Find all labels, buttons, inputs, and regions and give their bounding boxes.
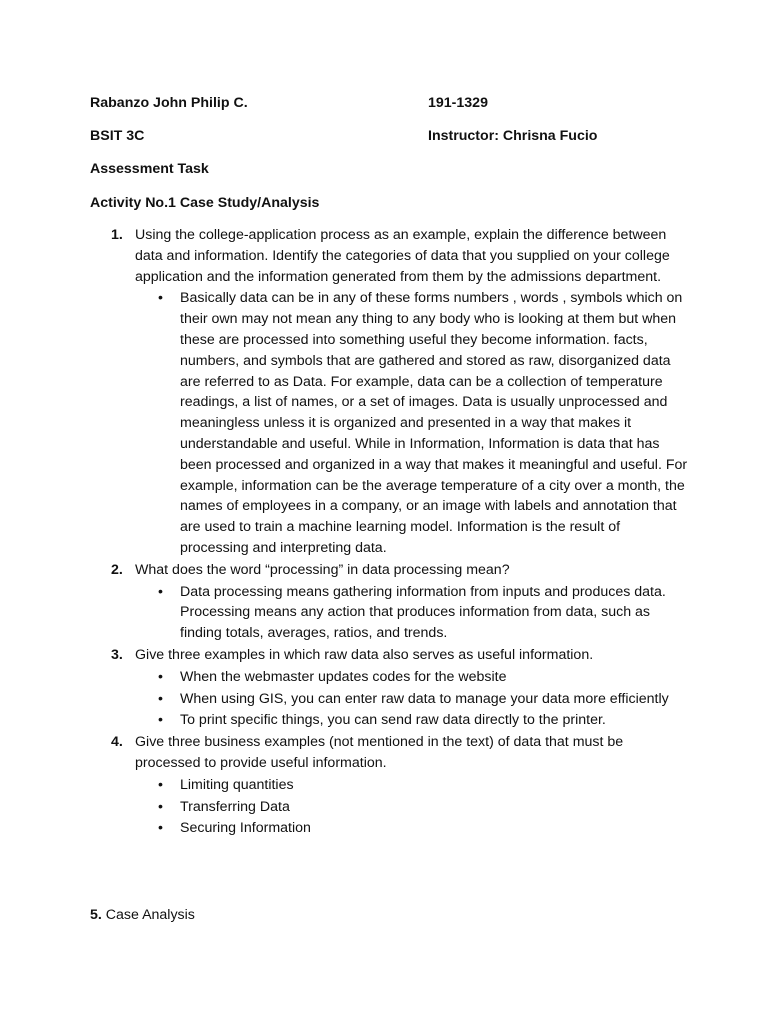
answer-list (90, 775, 690, 839)
student-name: Rabanzo John Philip C. (90, 95, 248, 111)
answer-item: • To print specific things, you can send raw data directly to the printer. (180, 710, 690, 731)
question-list (90, 225, 690, 840)
bullet-icon: • (158, 798, 163, 815)
case-label: Case Analysis (101, 907, 195, 923)
assessment-task-heading: Assessment Task (90, 161, 209, 177)
bullet-icon: • (158, 820, 163, 837)
question-text: Using the college-application process as an example, explain the difference between data and information. Identify the categories of data that you supplied on your college application and the information generated from them by the admissions department. (135, 227, 670, 285)
answer-item: • When the webmaster updates codes for the website (180, 667, 690, 688)
question-number: 1. (111, 227, 123, 243)
section-label: BSIT 3C (90, 128, 145, 144)
answer-item: • Transferring Data (180, 797, 690, 818)
answer-item: • Securing Information (180, 818, 690, 839)
case-analysis-heading (90, 905, 195, 925)
question-text: What does the word “processing” in data processing mean? (135, 561, 510, 578)
question-item (90, 645, 690, 666)
bullet-icon: • (158, 712, 163, 729)
question-number: 3. (111, 646, 123, 663)
activity-heading: Activity No.1 Case Study/Analysis (90, 195, 320, 211)
question-text: Give three business examples (not mentioned in the text) of data that must be processed to provide useful information. (135, 734, 624, 771)
bullet-icon: • (158, 583, 163, 600)
answer-list (90, 288, 690, 558)
instructor-label: Instructor: Chrisna Fucio (428, 128, 598, 144)
question-number: 4. (111, 734, 123, 751)
answer-item: • Basically data can be in any of these forms numbers , words , symbols which on their own may not mean any thing to any body who is looking at them but when these are processed into something useful they become information. facts, numbers, and symbols that are gathered and stored as raw, disorganized data are referred to as Data. For example, data can be a collection of temperature readings, a list of names, or a set of images. Data is usually unprocessed and meaningless unless it is organized and presented in a way that makes it understandable and useful. While in Information, Information is data that has been processed and organized in a way that makes it meaningful and useful. For example, information can be the average temperature of a city over a month, the names of employees in a company, or an image with labels and annotation that are used to train a machine learning model. Information is the result of processing and interpreting data. (158, 290, 688, 556)
answer-list (90, 582, 690, 644)
bullet-icon: • (158, 668, 163, 685)
bullet-icon: • (158, 690, 163, 707)
answer-item: • Limiting quantities (180, 775, 690, 796)
answer-item: • Data processing means gathering information from inputs and produces data. Processing means any action that produces information from data, such as finding totals, averages, ratios, and trends. (158, 583, 666, 642)
question-item (90, 560, 690, 581)
case-number: 5. (90, 907, 102, 923)
answer-item: • When using GIS, you can enter raw data to manage your data more efficiently (180, 689, 690, 710)
bullet-icon: • (158, 290, 163, 307)
question-item (90, 225, 690, 287)
question-number: 2. (111, 561, 123, 578)
answer-list (90, 667, 690, 731)
bullet-icon: • (158, 776, 163, 793)
question-item (90, 732, 690, 774)
question-text: Give three examples in which raw data also serves as useful information. (135, 646, 594, 663)
student-id: 191-1329 (428, 95, 488, 111)
